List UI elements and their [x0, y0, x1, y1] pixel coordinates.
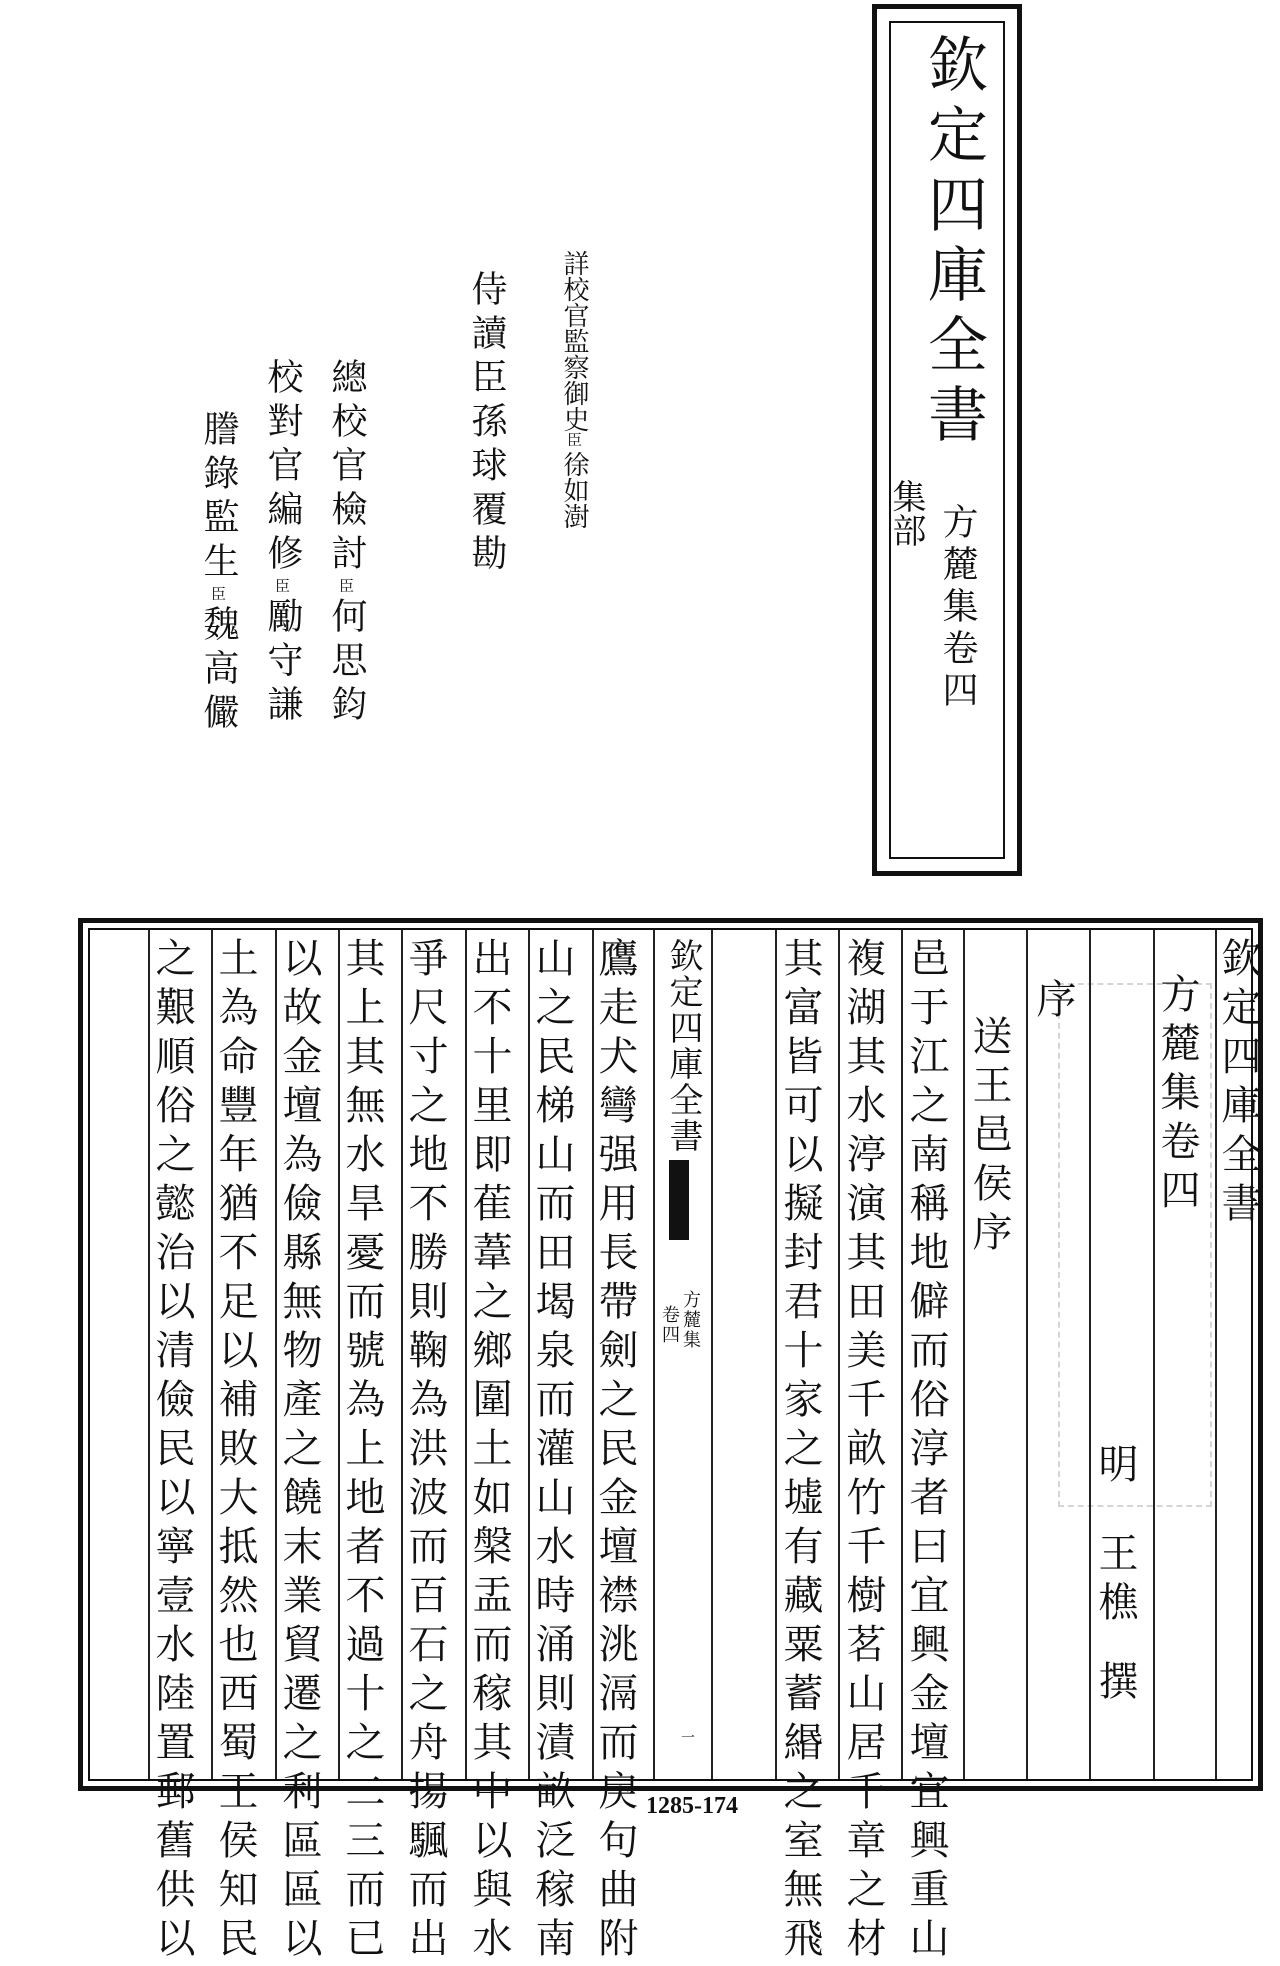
author-dynasty: 明 [1092, 1443, 1138, 1492]
spine-leaf: 一 [679, 1730, 695, 1744]
text-column: 山之民梯山而田堨泉而灌山水時涌則漬畝泛稼南 [529, 937, 575, 1966]
text-column: 爭尺寸之地不勝則鞠為洪波而百石之舟揚颿而出 [402, 937, 448, 1966]
official-title: 謄錄監生 [198, 410, 239, 586]
column-rule [1026, 930, 1028, 1779]
section-heading: 序 [1030, 978, 1076, 1027]
official-title: 詳校官監察御史 [559, 250, 589, 432]
text-column: 之艱順俗之懿治以清儉民以寧壹水陸置郵舊供以 [149, 937, 195, 1966]
page-number: 1285-174 [646, 1793, 738, 1819]
author-name: 王樵 [1092, 1532, 1138, 1630]
text-column: 複湖其水渟演其田美千畝竹千樹茗山居千章之材 [840, 937, 886, 1966]
spine-title: 欽定四庫全書 [663, 938, 703, 1154]
official-chen: 臣 [273, 578, 291, 597]
spine-volume: 卷四 [659, 1305, 680, 1345]
official-name: 魏高儼 [198, 605, 239, 737]
text-column: 以故金壇為儉縣無物產之饒末業貿遷之利區區以 [276, 937, 322, 1966]
header-volume: 方麓集卷四 [1154, 973, 1200, 1218]
official-chen: 臣 [209, 586, 227, 605]
column-rule [963, 930, 965, 1779]
official-tenglu [198, 410, 238, 737]
column-rule [711, 930, 713, 1779]
text-column: 其富皆可以擬封君十家之墟有藏粟蓄緡之室無飛 [777, 937, 823, 1966]
official-chen: 臣 [466, 358, 507, 402]
text-column: 鷹走犬彎强用長帶劍之民金壇襟洮滆而戾句曲附 [592, 937, 638, 1966]
official-name: 徐如澍 [559, 451, 589, 529]
text-column: 其上其無水旱憂而號為上地者不過十之二三而已 [339, 937, 385, 1966]
official-xiangjiao [555, 250, 593, 529]
spine-book: 方麓集 [680, 1290, 701, 1350]
book-title: 欽定四庫全書 [918, 33, 988, 453]
fold-mark [669, 1160, 689, 1240]
text-column: 出不十里即萑葦之鄉圍土如槃盂而稼其中以與水 [466, 937, 512, 1966]
official-chen: 臣 [337, 578, 355, 597]
official-title: 侍讀 [466, 270, 507, 358]
header-title: 欽定四庫全書 [1215, 937, 1261, 1231]
title-slip [872, 4, 1022, 876]
official-jiaodui [262, 358, 302, 729]
official-title: 總校官檢討 [326, 358, 367, 578]
text-column: 土為命豐年猶不足以補敗大抵然也西蜀王侯知民 [212, 937, 258, 1966]
official-shidu [466, 270, 506, 578]
spine-column [655, 930, 711, 1785]
volume-title: 方麓集卷四 [937, 503, 978, 713]
column-rule [1089, 930, 1091, 1779]
author-suffix: 撰 [1092, 1660, 1138, 1709]
official-chen: 臣 [565, 432, 583, 451]
essay-title: 送王邑侯序 [966, 1015, 1012, 1260]
official-name: 勵守謙 [262, 597, 303, 729]
section-label: 集部 [886, 479, 926, 547]
official-title: 校對官編修 [262, 358, 303, 578]
official-zongjiao [326, 358, 366, 729]
official-name: 何思鈞 [326, 597, 367, 729]
author-line [1092, 1443, 1138, 1709]
official-name: 孫球覆勘 [466, 402, 507, 578]
text-column: 邑于江之南稱地僻而俗淳者曰宜興金壇宜興重山 [903, 937, 949, 1966]
